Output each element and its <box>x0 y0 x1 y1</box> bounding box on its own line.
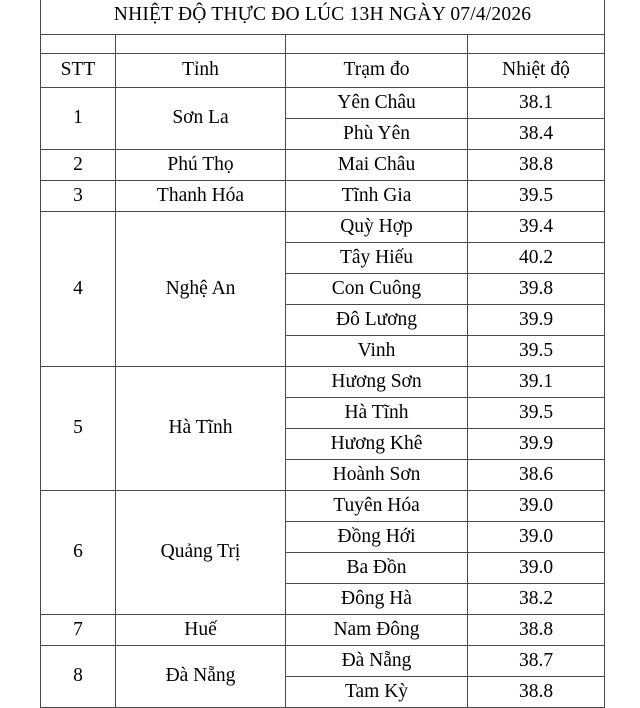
table-row <box>41 150 605 181</box>
table-row <box>41 181 605 212</box>
cell-province: Quảng Trị <box>116 491 286 615</box>
column-header-stt: STT <box>41 54 116 88</box>
cell-stt: 2 <box>41 150 116 181</box>
cell-station: Hương Sơn <box>286 367 468 398</box>
spacer-cell-province <box>116 35 286 54</box>
cell-stt: 1 <box>41 88 116 150</box>
cell-temperature: 39.9 <box>468 429 605 460</box>
cell-station: Hoành Sơn <box>286 460 468 491</box>
cell-temperature: 39.9 <box>468 305 605 336</box>
cell-temperature: 39.4 <box>468 212 605 243</box>
cell-province: Đà Nẵng <box>116 646 286 708</box>
cell-station: Đô Lương <box>286 305 468 336</box>
cell-station: Quỳ Hợp <box>286 212 468 243</box>
cell-temperature: 38.4 <box>468 119 605 150</box>
cell-station: Đông Hà <box>286 584 468 615</box>
cell-station: Nam Đông <box>286 615 468 646</box>
document-title: NHIỆT ĐỘ THỰC ĐO LÚC 13H NGÀY 07/4/2026 <box>41 0 605 35</box>
temperature-table-container <box>40 0 604 708</box>
column-header-station: Trạm đo <box>286 54 468 88</box>
cell-station: Phù Yên <box>286 119 468 150</box>
cell-stt: 5 <box>41 367 116 491</box>
cell-stt: 7 <box>41 615 116 646</box>
cell-province: Hà Tĩnh <box>116 367 286 491</box>
cell-province: Huế <box>116 615 286 646</box>
cell-province: Thanh Hóa <box>116 181 286 212</box>
cell-station: Yên Châu <box>286 88 468 119</box>
cell-station: Vinh <box>286 336 468 367</box>
table-row <box>41 646 605 677</box>
cell-stt: 8 <box>41 646 116 708</box>
title-row <box>41 0 605 35</box>
cell-temperature: 40.2 <box>468 243 605 274</box>
cell-temperature: 38.8 <box>468 150 605 181</box>
cell-temperature: 39.5 <box>468 336 605 367</box>
table-body <box>41 0 605 708</box>
cell-temperature: 39.0 <box>468 491 605 522</box>
spacer-cell-stt <box>41 35 116 54</box>
table-row <box>41 88 605 119</box>
cell-temperature: 38.8 <box>468 615 605 646</box>
column-header-temperature: Nhiệt độ <box>468 54 605 88</box>
cell-stt: 3 <box>41 181 116 212</box>
cell-station: Tam Kỳ <box>286 677 468 708</box>
cell-station: Tây Hiếu <box>286 243 468 274</box>
cell-temperature: 39.5 <box>468 398 605 429</box>
cell-temperature: 39.0 <box>468 553 605 584</box>
cell-temperature: 38.7 <box>468 646 605 677</box>
cell-station: Đồng Hới <box>286 522 468 553</box>
cell-station: Đà Nẵng <box>286 646 468 677</box>
spacer-cell-temperature <box>468 35 605 54</box>
table-row <box>41 212 605 243</box>
cell-stt: 4 <box>41 212 116 367</box>
cell-temperature: 39.8 <box>468 274 605 305</box>
table-row <box>41 367 605 398</box>
cell-province: Sơn La <box>116 88 286 150</box>
cell-station: Tĩnh Gia <box>286 181 468 212</box>
column-header-province: Tỉnh <box>116 54 286 88</box>
cell-temperature: 38.2 <box>468 584 605 615</box>
spacer-row <box>41 35 605 54</box>
table-row <box>41 491 605 522</box>
table-row <box>41 615 605 646</box>
cell-station: Ba Đồn <box>286 553 468 584</box>
spacer-cell-station <box>286 35 468 54</box>
cell-temperature: 38.1 <box>468 88 605 119</box>
cell-temperature: 39.1 <box>468 367 605 398</box>
cell-station: Hà Tĩnh <box>286 398 468 429</box>
cell-station: Mai Châu <box>286 150 468 181</box>
cell-province: Phú Thọ <box>116 150 286 181</box>
cell-station: Tuyên Hóa <box>286 491 468 522</box>
cell-temperature: 38.6 <box>468 460 605 491</box>
header-row <box>41 54 605 88</box>
cell-stt: 6 <box>41 491 116 615</box>
cell-station: Hương Khê <box>286 429 468 460</box>
temperature-table <box>40 0 605 708</box>
cell-temperature: 38.8 <box>468 677 605 708</box>
cell-temperature: 39.5 <box>468 181 605 212</box>
cell-station: Con Cuông <box>286 274 468 305</box>
cell-province: Nghệ An <box>116 212 286 367</box>
cell-temperature: 39.0 <box>468 522 605 553</box>
